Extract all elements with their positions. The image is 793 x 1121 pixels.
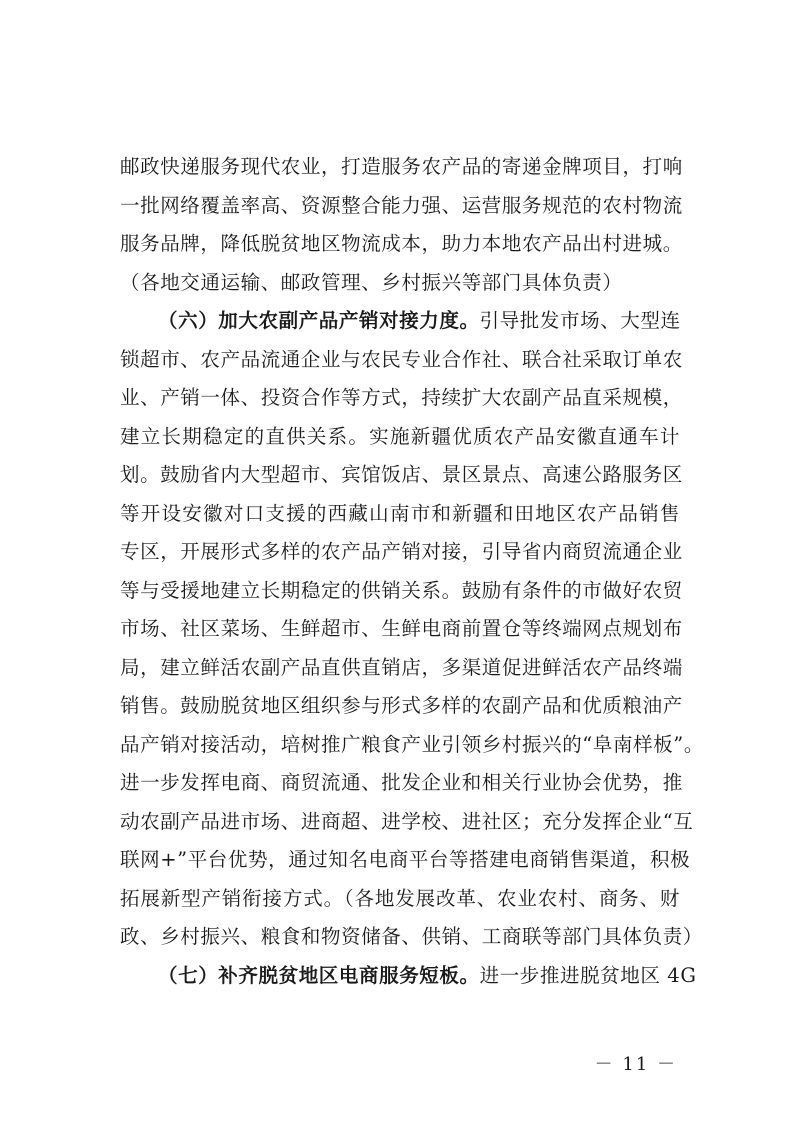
text-line: 业、产销一体、投资合作等方式，持续扩大农副产品直采规模， <box>120 386 683 409</box>
text-line: 专区，开展形式多样的农产品产销对接，引导省内商贸流通企业 <box>120 540 683 563</box>
text-line: 拓展新型产销衔接方式。（各地发展改革、农业农村、商务、财 <box>120 886 680 910</box>
body-text <box>120 148 704 995</box>
text-line: 一批网络覆盖率高、资源整合能力强、运营服务规范的农村物流 <box>120 193 683 217</box>
text-line: 市场、社区菜场、生鲜超市、生鲜电商前置仓等终端网点规划布 <box>120 617 683 640</box>
text-line: 服务品牌，降低脱贫地区物流成本，助力本地农产品出村进城。 <box>120 232 683 255</box>
text-line: 划。鼓励省内大型超市、宾馆饭店、景区景点、高速公路服务区 <box>120 463 683 486</box>
text-line: 进一步发挥电商、商贸流通、批发企业和相关行业协会优势，推 <box>120 771 683 794</box>
text-line: 局，建立鲜活农副产品直供直销店，多渠道促进鲜活农产品终端 <box>120 655 683 679</box>
text-line: 联网+”平台优势，通过知名电商平台等搭建电商销售渠道，积极 <box>120 848 691 871</box>
text-line: 邮政快递服务现代农业，打造服务农产品的寄递金牌项目，打响 <box>120 155 683 178</box>
section-seven-first-line <box>120 957 697 996</box>
section-six-first-line <box>120 302 680 341</box>
text-line: 等开设安徽对口支援的西藏山南市和新疆和田地区农产品销售 <box>120 501 680 525</box>
text-line: 政、乡村振兴、粮食和物资储备、供销、工商联等部门具体负责） <box>120 925 703 948</box>
section-heading-seven: （七）补齐脱贫地区电商服务短板。 <box>158 963 480 987</box>
section-heading-six: （六）加大农副产品产销对接力度。 <box>158 309 480 332</box>
text-fragment: 进一步推进脱贫地区 4G <box>479 963 697 987</box>
text-line: 建立长期稳定的直供关系。实施新疆优质农产品安徽直通车计 <box>120 424 680 448</box>
page-number: － 11 － <box>594 1054 677 1075</box>
text-line: 动农副产品进市场、进商超、进学校、进社区；充分发挥企业“互 <box>120 809 694 833</box>
text-line: 品产销对接活动，培树推广粮食产业引领乡村振兴的“阜南样板”。 <box>120 732 704 756</box>
text-line: 等与受援地建立长期稳定的供销关系。鼓励有条件的市做好农贸 <box>120 578 683 602</box>
text-line: （各地交通运输、邮政管理、乡村振兴等部门具体负责） <box>120 270 623 294</box>
text-line: 锁超市、农产品流通企业与农民专业合作社、联合社采取订单农 <box>120 347 683 371</box>
text-line: 销售。鼓励脱贫地区组织参与形式多样的农副产品和优质粮油产 <box>120 694 683 717</box>
text-fragment: 引导批发市场、大型连 <box>479 309 681 332</box>
